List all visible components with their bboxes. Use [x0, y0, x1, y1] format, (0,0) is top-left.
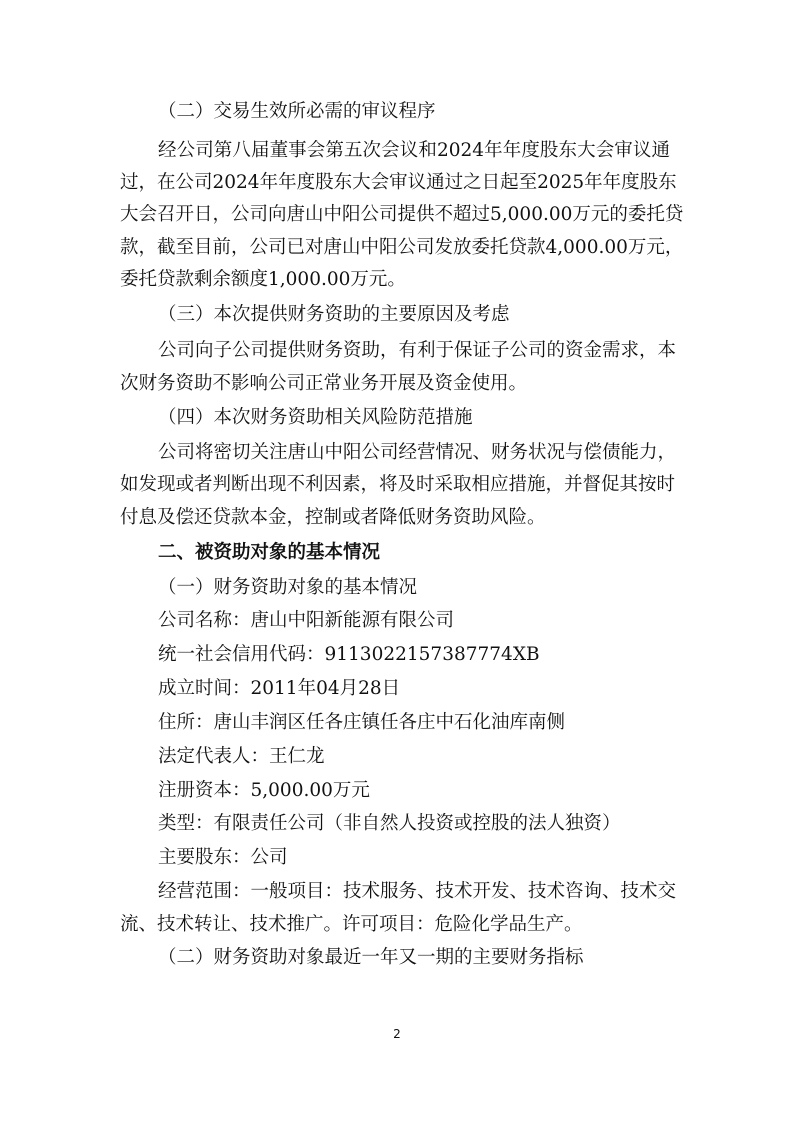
page-number: 2: [393, 1027, 401, 1041]
paragraph-line: 过，在公司2024年年度股东大会审议通过之日起至2025年年度股东: [120, 172, 677, 193]
company-name-line: 公司名称：唐山中阳新能源有限公司: [158, 610, 455, 631]
company-type-line: 类型：有限责任公司（非自然人投资或控股的法人独资）: [158, 813, 621, 834]
paragraph-line: 委托贷款剩余额度1,000.00万元。: [120, 269, 406, 290]
paragraph-line: 经公司第八届董事会第五次会议和2024年年度股东大会审议通: [158, 140, 670, 161]
section-heading-recipient-info: 二、被资助对象的基本情况: [158, 542, 381, 563]
address-line: 住所：唐山丰润区任各庄镇任各庄中石化油库南侧: [158, 712, 566, 733]
business-scope-line: 经营范围：一般项目：技术服务、技术开发、技术咨询、技术交: [158, 881, 677, 902]
paragraph-line: 次财务资助不影响公司正常业务开展及资金使用。: [120, 373, 528, 394]
business-scope-line: 流、技术转让、技术推广。许可项目：危险化学品生产。: [120, 914, 583, 935]
heading-risk-measures: （四）本次财务资助相关风险防范措施: [158, 407, 473, 428]
registered-capital-line: 注册资本：5,000.00万元: [158, 780, 370, 801]
paragraph-line: 公司将密切关注唐山中阳公司经营情况、财务状况与偿债能力，: [158, 442, 677, 463]
established-date-line: 成立时间：2011年04月28日: [158, 678, 401, 699]
paragraph-line: 付息及偿还贷款本金，控制或者降低财务资助风险。: [120, 507, 546, 528]
paragraph-line: 大会召开日，公司向唐山中阳公司提供不超过5,000.00万元的委托贷: [120, 204, 684, 225]
legal-representative-line: 法定代表人：王仁龙: [158, 746, 325, 767]
paragraph-line: 如发现或者判断出现不利因素，将及时采取相应措施，并督促其按时: [120, 474, 676, 495]
heading-basic-info: （一）财务资助对象的基本情况: [158, 577, 418, 598]
heading-approval-procedure: （二）交易生效所必需的审议程序: [158, 101, 436, 122]
heading-main-reasons: （三）本次提供财务资助的主要原因及考虑: [158, 304, 510, 325]
paragraph-line: 款，截至目前，公司已对唐山中阳公司发放委托贷款4,000.00万元，: [120, 237, 684, 258]
main-shareholder-line: 主要股东：公司: [158, 847, 288, 868]
paragraph-line: 公司向子公司提供财务资助，有利于保证子公司的资金需求，本: [158, 340, 677, 361]
credit-code-line: 统一社会信用代码：9113022157387774XB: [158, 644, 540, 665]
heading-financial-indicators: （二）财务资助对象最近一年又一期的主要财务指标: [158, 947, 584, 968]
